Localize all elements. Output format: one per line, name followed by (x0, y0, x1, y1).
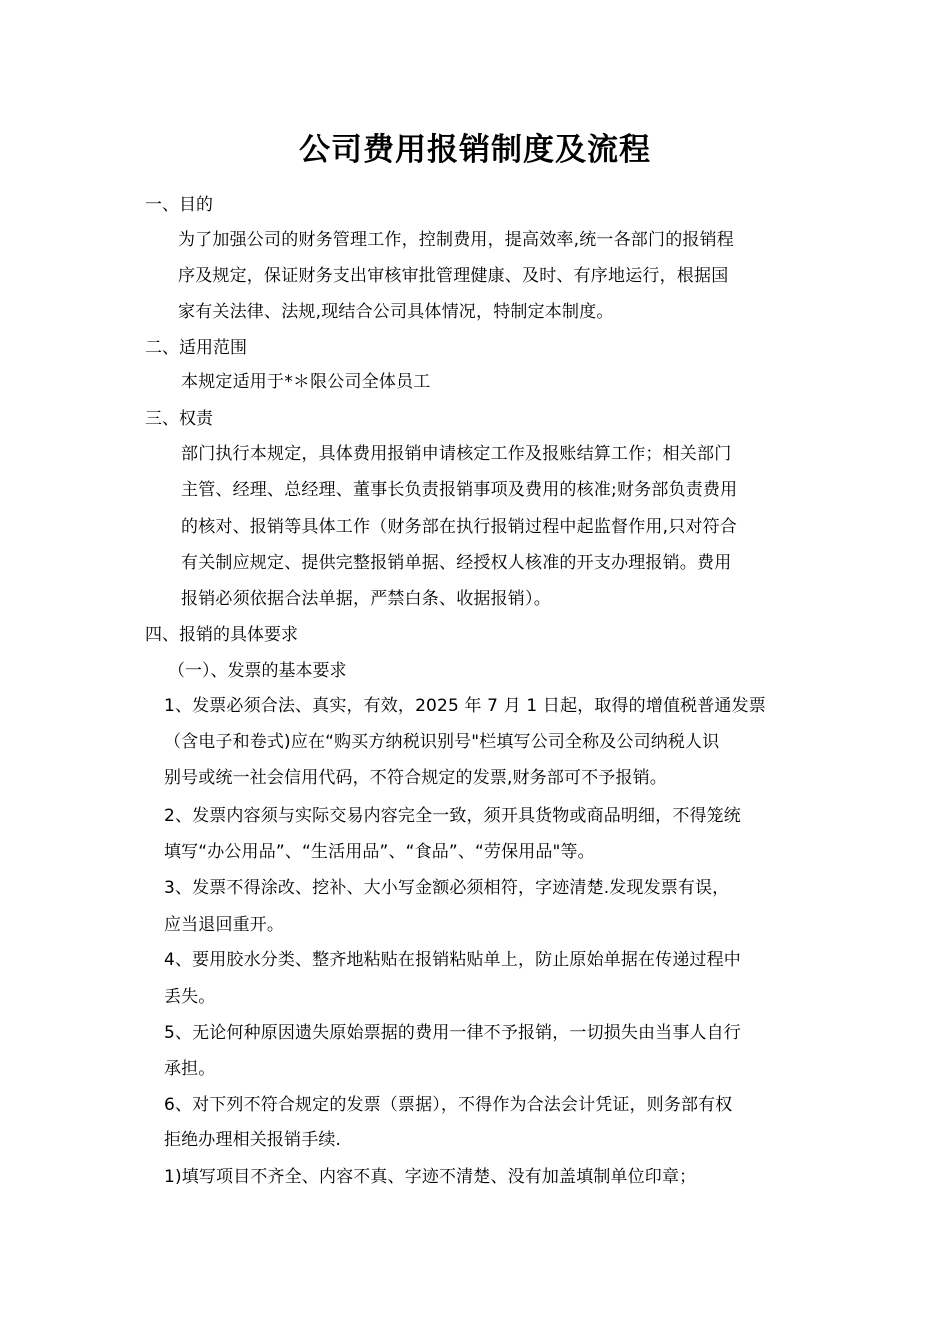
section-heading-responsibility: 三、权责 (145, 409, 213, 429)
list-item-continuation: （含电子和卷式)应在“购买方纳税识别号"栏填写公司全称及公司纳税人识 (164, 732, 720, 752)
list-item: 6、对下列不符合规定的发票（票据），不得作为合法会计凭证，则务部有权 (164, 1095, 733, 1115)
list-item-continuation: 丢失。 (164, 987, 216, 1007)
list-item: 4、要用胶水分类、整齐地粘贴在报销粘贴单上，防止原始单据在传递过程中 (164, 950, 741, 970)
paragraph-line: 报销必须依据合法单据，严禁白条、收据报销）。 (181, 589, 551, 609)
list-item: 3、发票不得涂改、挖补、大小写金额必须相符，字迹清楚.发现发票有误， (164, 878, 730, 898)
paragraph-line: 部门执行本规定，具体费用报销申请核定工作及报账结算工作；相关部门 (181, 444, 732, 464)
subsection-heading-invoice: （一）、发票的基本要求 (168, 661, 347, 681)
list-item-continuation: 应当退回重开。 (164, 915, 285, 935)
list-item: 1、发票必须合法、真实，有效，2025 年 7 月 1 日起，取得的增值税普通发票 (164, 696, 766, 716)
paragraph-line: 家有关法律、法规,现结合公司具体情况，特制定本制度。 (178, 302, 614, 322)
document-title: 公司费用报销制度及流程 (299, 132, 651, 168)
list-item: 2、发票内容须与实际交易内容完全一致，须开具货物或商品明细，不得笼统 (164, 806, 741, 826)
list-item-continuation: 别号或统一社会信用代码，不符合规定的发票,财务部可不予报销。 (164, 768, 667, 788)
list-item-continuation: 承担。 (164, 1059, 216, 1079)
paragraph-line: 的核对、报销等具体工作（财务部在执行报销过程中起监督作用,只对符合 (181, 517, 738, 537)
list-item-continuation: 填写“办公用品”、“生活用品”、“食品”、“劳保用品"等。 (164, 842, 595, 862)
section-heading-requirements: 四、报销的具体要求 (145, 625, 298, 645)
sub-list-item: 1)填写项目不齐全、内容不真、字迹不清楚、没有加盖填制单位印章； (164, 1167, 697, 1187)
paragraph-line: 有关制应规定、提供完整报销单据、经授权人核准的开支办理报销。费用 (181, 553, 732, 573)
paragraph-line: 本规定适用于*＊限公司全体员工 (181, 372, 431, 392)
section-heading-purpose: 一、目的 (145, 195, 213, 215)
list-item-continuation: 拒绝办理相关报销手续. (164, 1130, 342, 1150)
paragraph-line: 序及规定，保证财务支出审核审批管理健康、及时、有序地运行，根据国 (178, 266, 729, 286)
paragraph-line: 主管、经理、总经理、董事长负责报销事项及费用的核准;财务部负责费用 (181, 480, 738, 500)
section-heading-scope: 二、适用范围 (145, 338, 247, 358)
paragraph-line: 为了加强公司的财务管理工作，控制费用，提高效率,统一各部门的报销程 (178, 230, 735, 250)
list-item: 5、无论何种原因遗失原始票据的费用一律不予报销，一切损失由当事人自行 (164, 1023, 741, 1043)
